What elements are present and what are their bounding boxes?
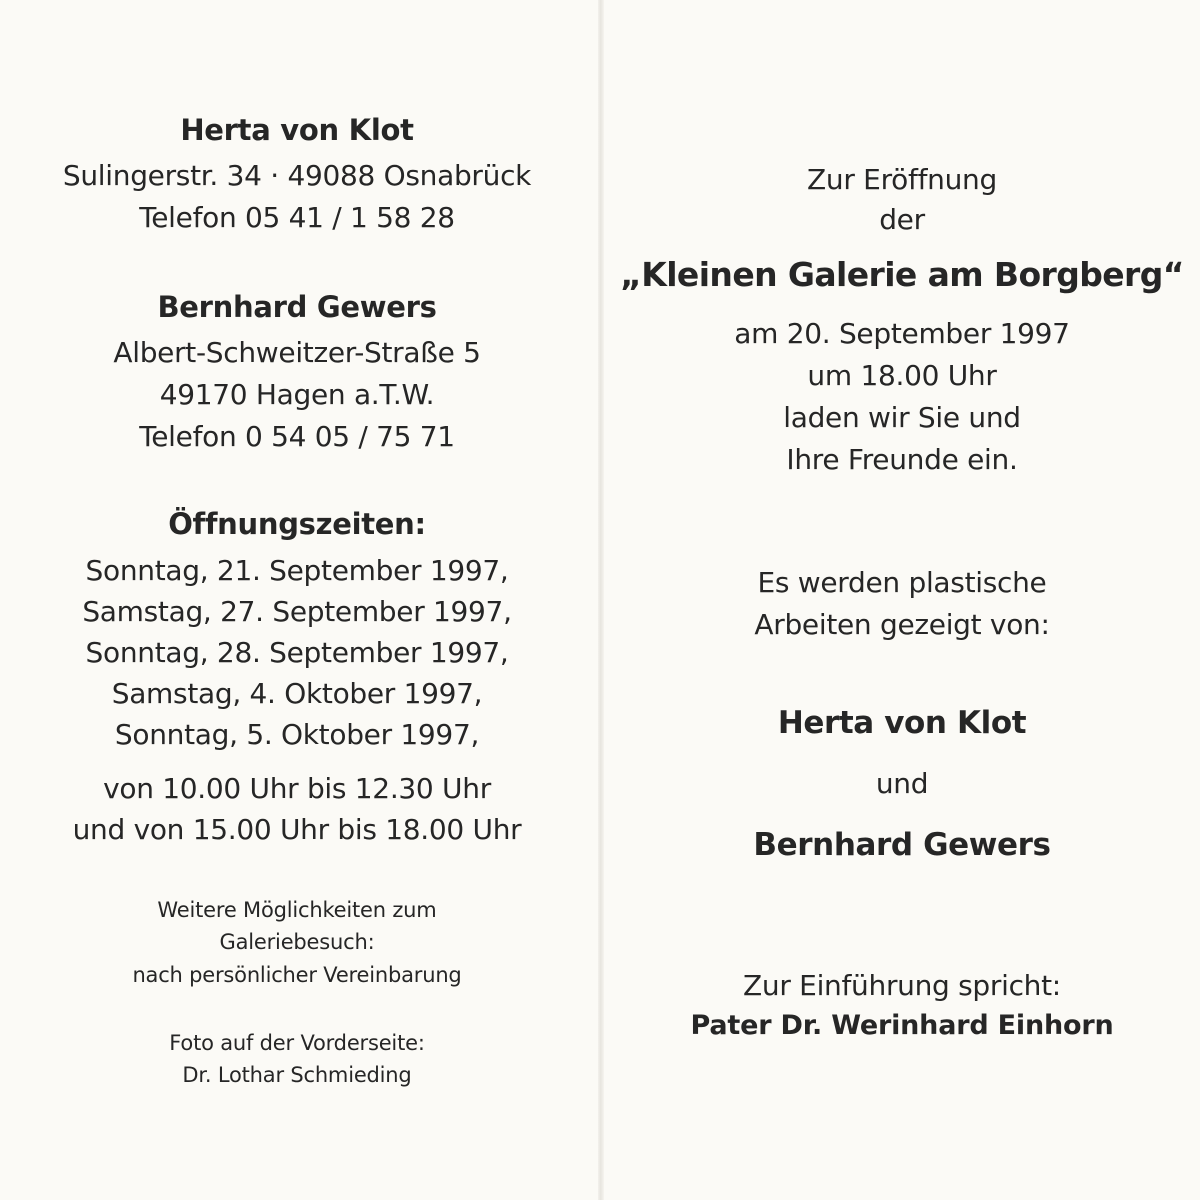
- artist1-phone: Telefon 05 41 / 1 58 28: [139, 201, 455, 234]
- opening-date: am 20. September 1997: [734, 317, 1070, 350]
- opening-hours-heading: Öffnungszeiten:: [168, 507, 426, 541]
- opening-time-morning: von 10.00 Uhr bis 12.30 Uhr: [103, 772, 491, 805]
- artist2-name: Bernhard Gewers: [157, 290, 437, 324]
- opening-intro: der: [879, 203, 925, 236]
- and-word: und: [875, 767, 929, 800]
- more-visits-line: nach persönlicher Vereinbarung: [132, 963, 462, 987]
- opening-time: um 18.00 Uhr: [807, 359, 997, 392]
- artist2-city: 49170 Hagen a.T.W.: [159, 378, 435, 411]
- right-panel: [604, 0, 1200, 1200]
- left-panel: [0, 0, 598, 1200]
- invite-line: Ihre Freunde ein.: [786, 443, 1018, 476]
- artist2-street: Albert-Schweitzer-Straße 5: [113, 336, 481, 369]
- artist1-address: Sulingerstr. 34 · 49088 Osnabrück: [62, 159, 532, 192]
- gallery-name: „Kleinen Galerie am Borgberg“: [620, 255, 1184, 294]
- opening-time-afternoon: und von 15.00 Uhr bis 18.00 Uhr: [72, 813, 522, 846]
- works-line: Es werden plastische: [757, 566, 1047, 599]
- opening-date: Sonntag, 21. September 1997,: [85, 554, 509, 587]
- opening-date: Samstag, 27. September 1997,: [82, 595, 512, 628]
- more-visits-line: Weitere Möglichkeiten zum: [157, 898, 437, 922]
- artist1-name: Herta von Klot: [180, 113, 414, 147]
- photo-credit-label: Foto auf der Vorderseite:: [169, 1031, 425, 1055]
- opening-date: Sonntag, 5. Oktober 1997,: [114, 718, 480, 751]
- photo-credit-name: Dr. Lothar Schmieding: [182, 1063, 412, 1087]
- speaker-name: Pater Dr. Werinhard Einhorn: [690, 1010, 1114, 1041]
- works-line: Arbeiten gezeigt von:: [754, 608, 1050, 641]
- artist2-name: Bernhard Gewers: [753, 827, 1051, 863]
- opening-intro: Zur Eröffnung: [807, 163, 997, 196]
- introduction-label: Zur Einführung spricht:: [743, 969, 1061, 1002]
- artist1-name: Herta von Klot: [777, 705, 1027, 741]
- opening-date: Sonntag, 28. September 1997,: [85, 636, 509, 669]
- artist2-phone: Telefon 0 54 05 / 75 71: [139, 420, 455, 453]
- more-visits-line: Galeriebesuch:: [219, 930, 375, 954]
- invite-line: laden wir Sie und: [783, 401, 1021, 434]
- opening-date: Samstag, 4. Oktober 1997,: [111, 677, 483, 710]
